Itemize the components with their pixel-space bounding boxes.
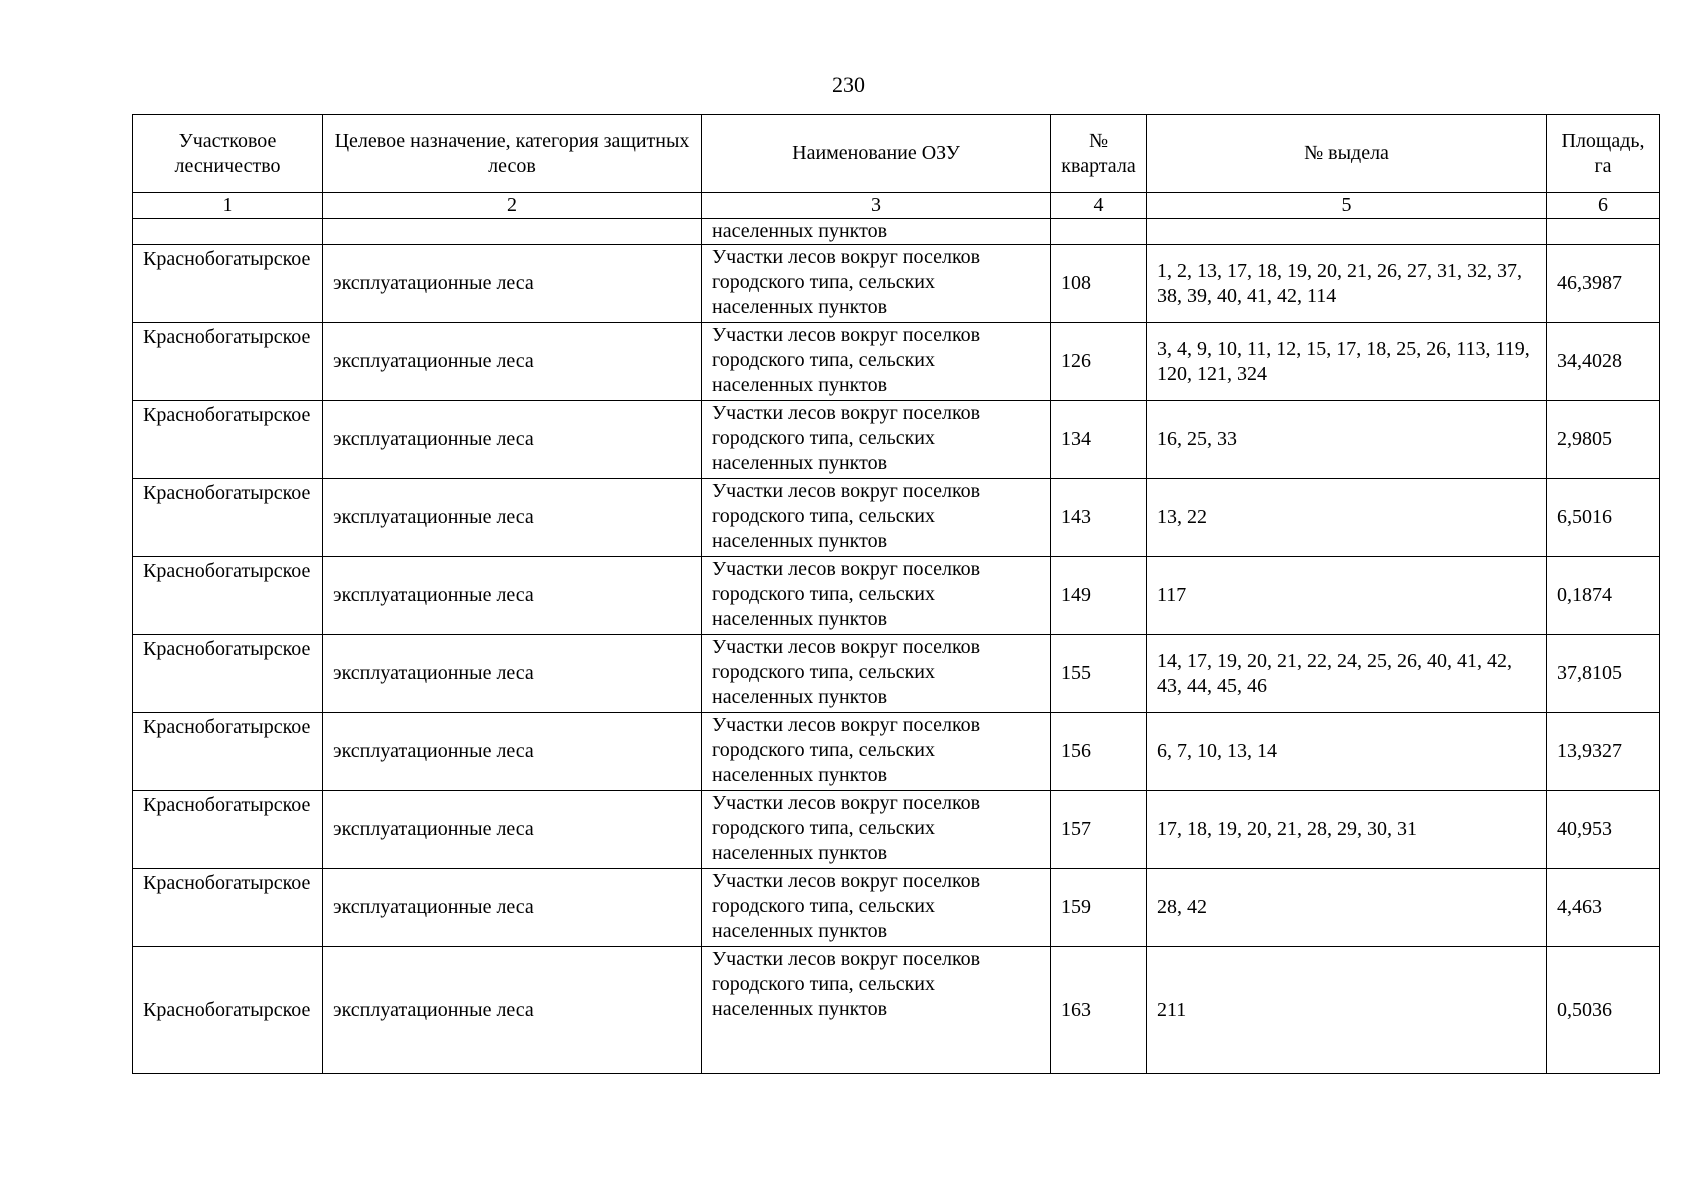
cell-ozu: Участки лесов вокруг поселков городского типа, сельских населенных пунктов [702,791,1051,869]
cell-quarter: 126 [1051,323,1147,401]
cell-purpose: эксплуатационные леса [323,947,702,1074]
cell-ozu: Участки лесов вокруг поселков городского типа, сельских населенных пунктов [702,713,1051,791]
cell-area: 13,9327 [1547,713,1660,791]
cell-ozu: Участки лесов вокруг поселков городского типа, сельских населенных пунктов [702,323,1051,401]
cell-forestry: Краснобогатырское [133,791,323,869]
cell-purpose [323,219,702,245]
cell-ozu: населенных пунктов [702,219,1051,245]
cell-quarter: 149 [1051,557,1147,635]
cell-forestry: Краснобогатырское [133,479,323,557]
cell-ozu: Участки лесов вокруг поселков городского типа, сельских населенных пунктов [702,479,1051,557]
header-row [133,115,1660,193]
cell-purpose: эксплуатационные леса [323,323,702,401]
header-area: Площадь, га [1547,115,1660,193]
cell-quarter: 108 [1051,245,1147,323]
header-plots: № выдела [1147,115,1547,193]
cell-ozu: Участки лесов вокруг поселков городского типа, сельских населенных пунктов [702,869,1051,947]
cell-forestry: Краснобогатырское [133,635,323,713]
table-row [133,635,1660,713]
table-row [133,479,1660,557]
cell-area: 6,5016 [1547,479,1660,557]
column-number: 4 [1051,193,1147,219]
cell-quarter: 157 [1051,791,1147,869]
cell-area: 0,5036 [1547,947,1660,1074]
header-purpose: Целевое назначение, категория защитных лесов [323,115,702,193]
cell-area: 37,8105 [1547,635,1660,713]
cell-quarter: 156 [1051,713,1147,791]
cell-forestry: Краснобогатырское [133,323,323,401]
cell-purpose: эксплуатационные леса [323,635,702,713]
cell-ozu: Участки лесов вокруг поселков городского типа, сельских населенных пунктов [702,245,1051,323]
table-row [133,947,1660,1074]
cell-quarter: 159 [1051,869,1147,947]
cell-plots: 13, 22 [1147,479,1547,557]
cell-ozu: Участки лесов вокруг поселков городского типа, сельских населенных пунктов [702,947,1051,1074]
table-row [133,713,1660,791]
cell-forestry [133,219,323,245]
cell-plots [1147,219,1547,245]
header-ozu: Наименование ОЗУ [702,115,1051,193]
cell-plots: 28, 42 [1147,869,1547,947]
table-row [133,791,1660,869]
forest-areas-table [132,114,1660,1074]
cell-quarter: 155 [1051,635,1147,713]
cell-plots: 17, 18, 19, 20, 21, 28, 29, 30, 31 [1147,791,1547,869]
table-row [133,245,1660,323]
cell-ozu: Участки лесов вокруг поселков городского типа, сельских населенных пунктов [702,635,1051,713]
cell-purpose: эксплуатационные леса [323,401,702,479]
cell-forestry: Краснобогатырское [133,869,323,947]
column-number-row [133,193,1660,219]
table-row [133,557,1660,635]
cell-forestry: Краснобогатырское [133,245,323,323]
cell-area: 0,1874 [1547,557,1660,635]
cell-purpose: эксплуатационные леса [323,791,702,869]
cell-quarter [1051,219,1147,245]
cell-area: 2,9805 [1547,401,1660,479]
header-quarter: № квартала [1051,115,1147,193]
cell-plots: 14, 17, 19, 20, 21, 22, 24, 25, 26, 40, 41, 42, 43, 44, 45, 46 [1147,635,1547,713]
cell-purpose: эксплуатационные леса [323,557,702,635]
cell-area: 4,463 [1547,869,1660,947]
column-number: 3 [702,193,1051,219]
cell-area: 46,3987 [1547,245,1660,323]
cell-plots: 3, 4, 9, 10, 11, 12, 15, 17, 18, 25, 26, 113, 119, 120, 121, 324 [1147,323,1547,401]
cell-area [1547,219,1660,245]
column-number: 6 [1547,193,1660,219]
cell-forestry: Краснобогатырское [133,557,323,635]
cell-purpose: эксплуатационные леса [323,869,702,947]
cell-ozu: Участки лесов вокруг поселков городского типа, сельских населенных пунктов [702,557,1051,635]
table-row [133,323,1660,401]
cell-forestry: Краснобогатырское [133,401,323,479]
cell-area: 40,953 [1547,791,1660,869]
continuation-row [133,219,1660,245]
cell-quarter: 134 [1051,401,1147,479]
cell-purpose: эксплуатационные леса [323,245,702,323]
cell-plots: 16, 25, 33 [1147,401,1547,479]
table-row [133,401,1660,479]
cell-purpose: эксплуатационные леса [323,479,702,557]
cell-plots: 211 [1147,947,1547,1074]
cell-quarter: 163 [1051,947,1147,1074]
cell-area: 34,4028 [1547,323,1660,401]
cell-forestry: Краснобогатырское [133,947,323,1074]
column-number: 2 [323,193,702,219]
column-number: 1 [133,193,323,219]
cell-plots: 6, 7, 10, 13, 14 [1147,713,1547,791]
cell-forestry: Краснобогатырское [133,713,323,791]
page-number: 230 [832,72,865,97]
cell-quarter: 143 [1051,479,1147,557]
cell-ozu: Участки лесов вокруг поселков городского типа, сельских населенных пунктов [702,401,1051,479]
cell-purpose: эксплуатационные леса [323,713,702,791]
cell-plots: 117 [1147,557,1547,635]
header-forestry: Участковое лесничество [133,115,323,193]
table-row [133,869,1660,947]
column-number: 5 [1147,193,1547,219]
cell-plots: 1, 2, 13, 17, 18, 19, 20, 21, 26, 27, 31, 32, 37, 38, 39, 40, 41, 42, 114 [1147,245,1547,323]
